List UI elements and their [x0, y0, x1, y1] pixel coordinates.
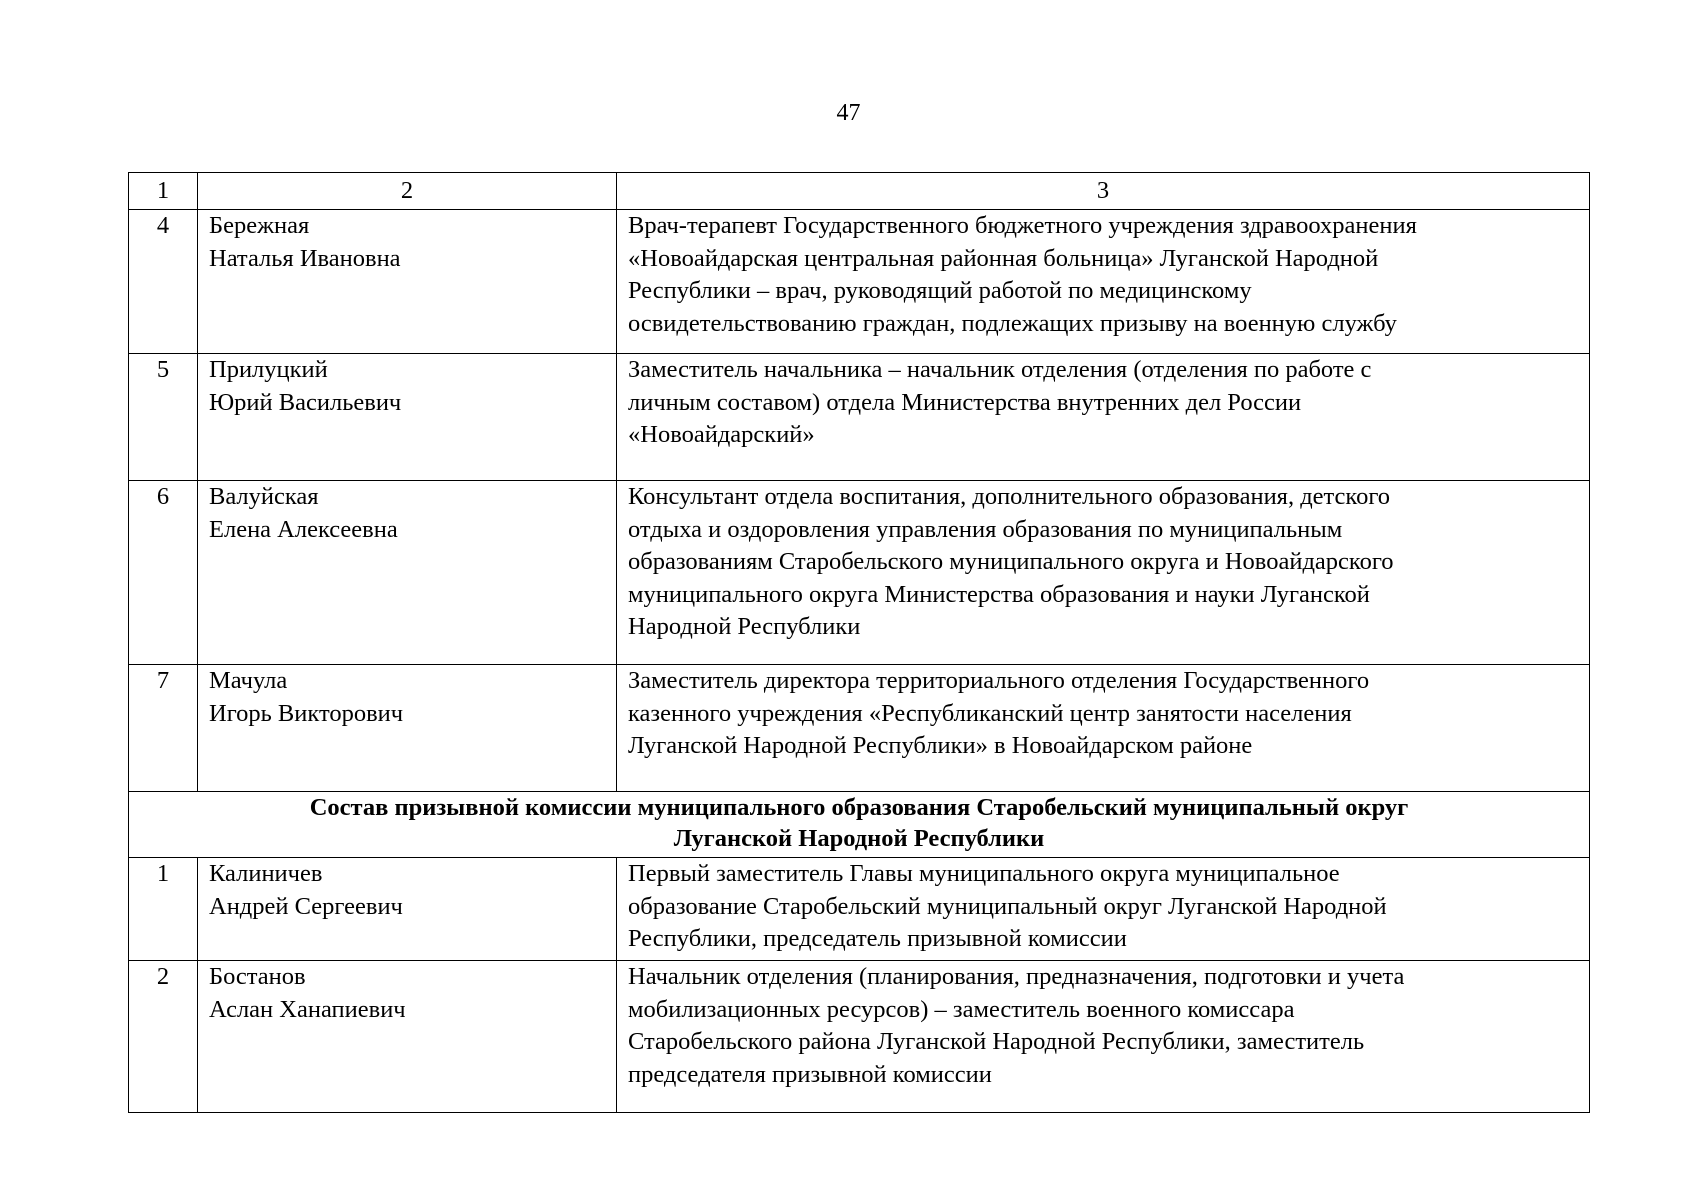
member-name [198, 961, 617, 1113]
position-line: личным составом) отдела Министерства внутренних дел России [628, 388, 1302, 416]
row-number: 1 [129, 858, 198, 961]
table-row [129, 665, 1590, 792]
table-row [129, 481, 1590, 665]
section-heading-line: Состав призывной комиссии муниципального образования Старобельский муниципальный округ [309, 794, 1409, 821]
position-line: образование Старобельский муниципальный округ Луганской Народной [628, 892, 1387, 920]
member-given-names: Юрий Васильевич [209, 388, 402, 416]
header-col-3: 3 [617, 173, 1590, 210]
member-given-names: Наталья Ивановна [209, 244, 401, 272]
member-surname: Мачула [209, 667, 288, 694]
position-line: освидетельствованию граждан, подлежащих призыву на военную службу [628, 309, 1397, 337]
position-line: муниципального округа Министерства образования и науки Луганской [628, 580, 1370, 608]
member-surname: Бостанов [209, 963, 306, 990]
position-line: мобилизационных ресурсов) – заместитель военного комиссара [628, 995, 1295, 1023]
position-line: Старобельского района Луганской Народной Республики, заместитель [628, 1028, 1365, 1055]
row-number: 6 [129, 481, 198, 665]
position-line: отдыха и оздоровления управления образования по муниципальным [628, 515, 1343, 543]
member-position [617, 858, 1590, 961]
member-name [198, 210, 617, 354]
table-row [129, 858, 1590, 961]
member-given-names: Аслан Ханапиевич [209, 995, 406, 1023]
position-line: Заместитель начальника – начальник отделения (отделения по работе с [628, 356, 1372, 383]
member-position [617, 665, 1590, 792]
row-number: 4 [129, 210, 198, 354]
table-header-row [129, 173, 1590, 210]
position-line: «Новоайдарская центральная районная больница» Луганской Народной [628, 244, 1379, 272]
position-line: Врач-терапевт Государственного бюджетного учреждения здравоохранения [628, 212, 1417, 239]
member-position [617, 210, 1590, 354]
member-position [617, 481, 1590, 665]
member-given-names: Андрей Сергеевич [209, 892, 403, 920]
position-line: Консультант отдела воспитания, дополнительного образования, детского [628, 483, 1391, 510]
page-number: 47 [836, 100, 861, 126]
member-name [198, 858, 617, 961]
position-line: образованиям Старобельского муниципального округа и Новоайдарского [628, 548, 1394, 575]
member-surname: Прилуцкий [209, 356, 328, 383]
table-row [129, 210, 1590, 354]
header-col-1: 1 [129, 173, 198, 210]
position-line: Заместитель директора территориального отделения Государственного [628, 667, 1370, 694]
position-line: Республики, председатель призывной комиссии [628, 925, 1127, 952]
position-line: Народной Республики [628, 613, 861, 640]
position-line: Луганской Народной Республики» в Новоайдарском районе [628, 732, 1253, 759]
position-line: «Новоайдарский» [628, 421, 815, 448]
section-heading [129, 792, 1590, 858]
member-surname: Валуйская [209, 483, 319, 510]
member-name [198, 481, 617, 665]
position-line: Первый заместитель Главы муниципального округа муниципальное [628, 860, 1340, 887]
header-col-2: 2 [198, 173, 617, 210]
member-surname: Бережная [209, 212, 310, 239]
table-row [129, 354, 1590, 481]
position-line: Республики – врач, руководящий работой по медицинскому [628, 277, 1252, 304]
member-given-names: Елена Алексеевна [209, 515, 398, 543]
section-heading-line: Луганской Народной Республики [673, 825, 1045, 852]
commission-table [128, 172, 1590, 1113]
table-row [129, 961, 1590, 1113]
section-heading-row [129, 792, 1590, 858]
member-position [617, 961, 1590, 1113]
member-name [198, 354, 617, 481]
position-line: председателя призывной комиссии [628, 1060, 992, 1088]
member-name [198, 665, 617, 792]
position-line: Начальник отделения (планирования, предназначения, подготовки и учета [628, 963, 1405, 990]
member-given-names: Игорь Викторович [209, 699, 404, 727]
member-surname: Калиничев [209, 860, 323, 887]
member-position [617, 354, 1590, 481]
row-number: 7 [129, 665, 198, 792]
row-number: 5 [129, 354, 198, 481]
row-number: 2 [129, 961, 198, 1113]
position-line: казенного учреждения «Республиканский центр занятости населения [628, 699, 1352, 727]
